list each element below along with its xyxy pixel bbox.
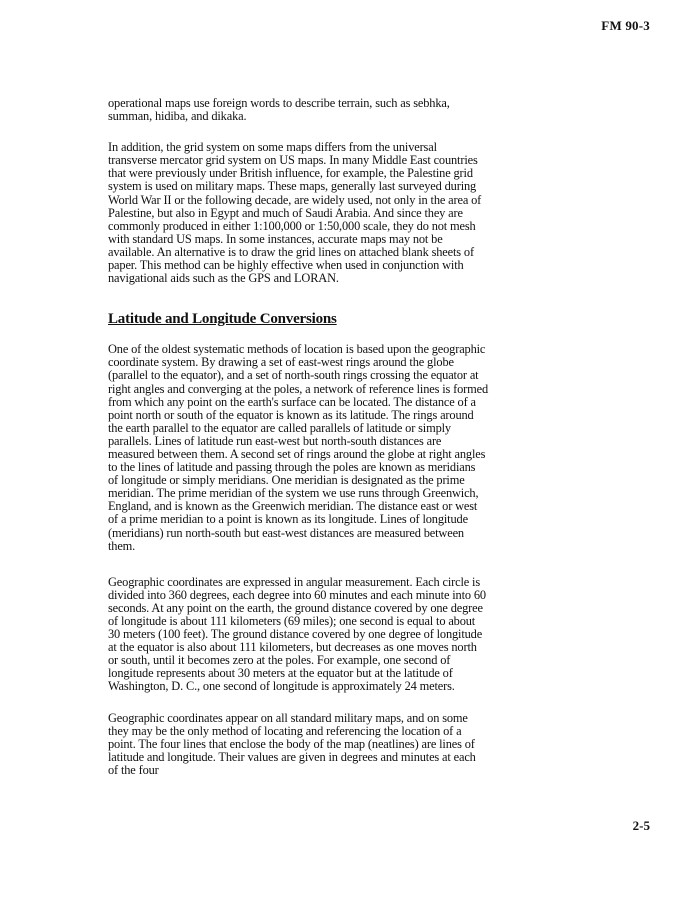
paragraph-terrain-words: operational maps use foreign words to describe terrain, such as sebhka, summan, hidiba, and dikaka. xyxy=(108,96,450,124)
paragraph-coordinate-system: One of the oldest systematic methods of location is based upon the geographic coordinate system. By drawing a set of east-west rings around the globe (parallel to the equator), and a set of north-south rings crossing the equator at right angles and converging at the poles, a network of reference lines is formed from which any point on the earth's surface can be located. The distance of a point north or south of the equator is known as its latitude. The rings around the earth parallel to the equator are called parallels of latitude or simply parallels. Lines of latitude run east-west but north-south distances are measured between them. A second set of rings around the globe at right angles to the lines of latitude and passing through the poles are known as meridians of longitude or simply meridians. One meridian is designated as the prime meridian. The prime meridian of the system we use runs through Greenwich, England, and is known as the Greenwich meridian. The distance east or west of a prime meridian to a point is known as its longitude. Lines of longitude (meridians) run north-south but east-west distances are measured between them. xyxy=(108,342,489,553)
page-header-doc-id: FM 90-3 xyxy=(601,18,650,33)
paragraph-military-maps: Geographic coordinates appear on all standard military maps, and on some they may be the only method of locating and referencing the location of a point. The four lines that enclose the body of the map (neatlines) are lines of latitude and longitude. Their values are given in degrees and minutes at each of the four xyxy=(108,710,476,777)
paragraph-grid-system: In addition, the grid system on some maps differs from the universal transverse mercator grid system on US maps. In many Middle East countries that were previously under British influence, for example, the Palestine grid system is used on military maps. These maps, generally last surveyed during World War II or the following decade, are widely used, not only in the area of Palestine, but also in Egypt and much of Saudi Arabia. And since they are commonly produced in either 1:100,000 or 1:50,000 scale, they do not mesh with standard US maps. In some instances, accurate maps may not be available. An alternative is to draw the grid lines on attached blank sheets of paper. This method can be highly effective when used in conjunction with navigational aids such as the GPS and LORAN. xyxy=(108,140,482,286)
section-heading: Latitude and Longitude Conversions xyxy=(108,311,337,328)
paragraph-angular-measurement: Geographic coordinates are expressed in angular measurement. Each circle is divided into 360 degrees, each degree into 60 minutes and each minute into 60 seconds. At any point on the earth, the ground distance covered by one degree of longitude is about 111 kilometers (69 miles); one second is equal to about 30 meters (100 feet). The ground distance covered by one degree of longitude at the equator is also about 111 kilometers, but decreases as one moves north or south, until it becomes zero at the poles. For example, one second of longitude represents about 30 meters at the equator but at the latitude of Washington, D. C., one second of longitude is approximately 24 meters. xyxy=(108,574,486,694)
page-number: 2-5 xyxy=(632,818,650,833)
body-column xyxy=(108,97,488,777)
